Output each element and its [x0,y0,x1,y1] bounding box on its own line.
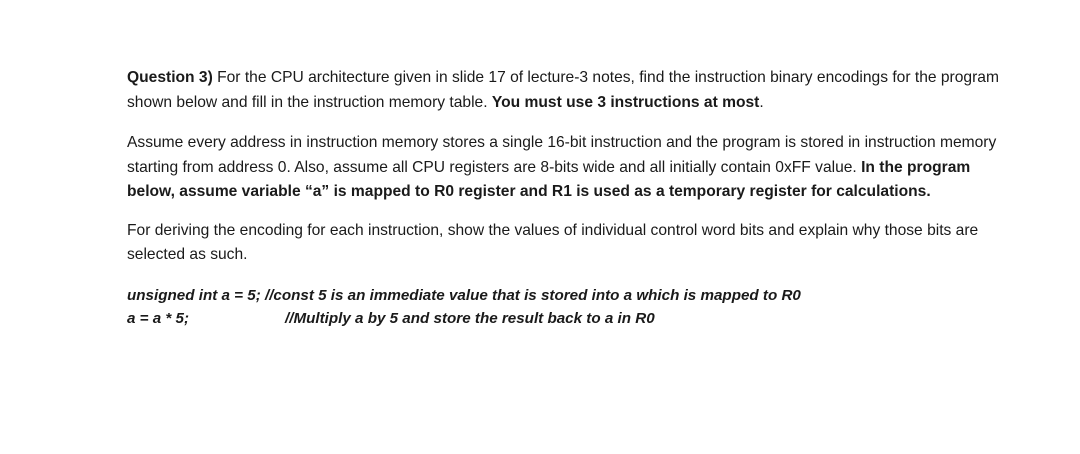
instructions-paragraph: For deriving the encoding for each instruction, show the values of individual control word bits and explain why those bits are selected as such. [127,221,979,263]
question-intro: For the CPU architecture given in slide 17 of lecture-3 notes, find the instruction binary encodings for the program shown below and fill in the instruction memory table. [127,69,999,111]
question-document [127,66,1007,330]
question-label: Question 3) [127,69,213,86]
code-line-2: a = a * 5; [127,309,190,327]
code-line-1: unsigned int a = 5; //const 5 is an immediate value that is stored into a which is mapped to R0 [127,286,801,304]
question-constraint-end: . [759,93,764,111]
assumptions-paragraph [127,131,1007,205]
assumptions-bold: In the program below, assume variable “a” is mapped to R0 register and R1 is used as a temporary register for calculations. [127,158,971,200]
question-paragraph [127,66,1007,115]
code-block [127,284,1007,330]
assumptions-text: Assume every address in instruction memory stores a single 16-bit instruction and the program is stored in instruction memory starting from address 0. Also, assume all CPU registers are 8-bits wide and all initially contain 0xFF value. [127,134,997,176]
code-line-2-comment: //Multiply a by 5 and store the result back to a in R0 [285,309,655,327]
question-constraint: You must use 3 instructions at most [491,93,760,111]
